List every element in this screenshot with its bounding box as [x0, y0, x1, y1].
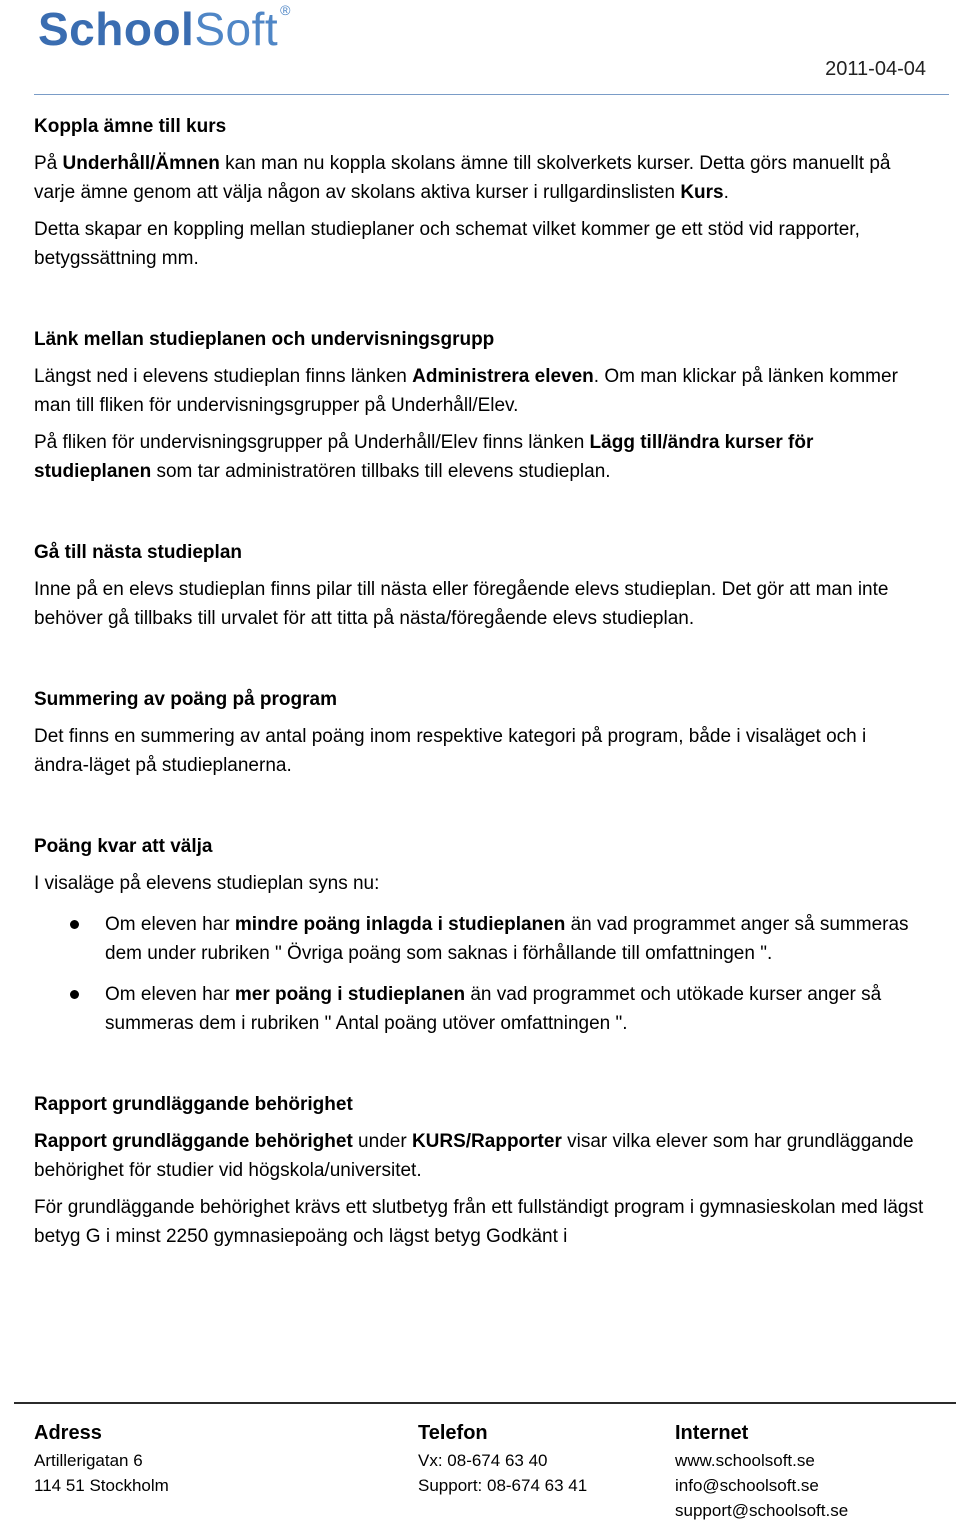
footer-divider	[14, 1402, 956, 1404]
bullet-icon	[70, 920, 79, 929]
footer-internet	[675, 1418, 848, 1523]
section-heading-nasta: Gå till nästa studieplan	[34, 542, 242, 563]
footer-address: Adress Artillerigatan 6 114 51 Stockholm	[34, 1418, 169, 1498]
website-link[interactable]: www.schoolsoft.se	[675, 1451, 815, 1470]
footer-heading: Adress	[34, 1422, 102, 1444]
section-heading-summering: Summering av poäng på program	[34, 689, 337, 710]
paragraph: Längst ned i elevens studieplan finns länken Administrera eleven. Om man klickar på länken kommer man till fliken för undervisningsgrupper på Underhåll/Elev.	[34, 366, 898, 416]
paragraph: Det finns en summering av antal poäng inom respektive kategori på program, både i visaläget och i ändra-läget på studieplanerna.	[34, 726, 867, 776]
paragraph: Inne på en elevs studieplan finns pilar till nästa eller föregående elevs studieplan. Det gör att man inte behöver gå tillbaks till urvalet för att titta på nästa/föregående elevs studieplan.	[34, 579, 889, 629]
schoolsoft-logo: SchoolSoft ®	[38, 2, 291, 55]
document-date: 2011-04-04	[825, 58, 926, 80]
footer-heading: Internet	[675, 1422, 749, 1444]
support-email-link[interactable]: support@schoolsoft.se	[675, 1501, 849, 1520]
paragraph: Detta skapar en koppling mellan studieplaner och schemat vilket kommer ge ett stöd vid rapporter, betygssättning mm.	[34, 219, 860, 269]
footer-heading: Telefon	[418, 1422, 488, 1444]
bullet-list	[34, 910, 924, 1038]
paragraph: I visaläge på elevens studieplan syns nu:	[34, 873, 380, 894]
document-body	[34, 112, 924, 1251]
page-header	[0, 0, 960, 100]
section-heading-koppla: Koppla ämne till kurs	[34, 116, 227, 137]
paragraph: På Underhåll/Ämnen kan man nu koppla skolans ämne till skolverkets kurser. Detta görs manuellt på varje ämne genom att välja någon av skolans aktiva kurser i rullgardinslisten Kurs.	[34, 153, 891, 203]
paragraph: Rapport grundläggande behörighet under KURS/Rapporter visar vilka elever som har grundläggande behörighet för studier vid högskola/universitet.	[34, 1131, 914, 1181]
section-heading-lank: Länk mellan studieplanen och undervisningsgrupp	[34, 329, 495, 350]
section-heading-rapport: Rapport grundläggande behörighet	[34, 1094, 353, 1115]
header-divider	[34, 94, 949, 95]
list-item: Om eleven har mer poäng i studieplanen än vad programmet och utökade kurser anger så summeras dem i rubriken " Antal poäng utöver omfattningen ".	[34, 980, 924, 1038]
paragraph: På fliken för undervisningsgrupper på Underhåll/Elev finns länken Lägg till/ändra kurser för studieplanen som tar administratören tillbaks till elevens studieplan.	[34, 432, 814, 482]
info-email-link[interactable]: info@schoolsoft.se	[675, 1476, 819, 1495]
list-item: Om eleven har mindre poäng inlagda i studieplanen än vad programmet anger så summeras dem under rubriken " Övriga poäng som saknas i förhållande till omfattningen ".	[34, 910, 924, 968]
paragraph: För grundläggande behörighet krävs ett slutbetyg från ett fullständigt program i gymnasieskolan med lägst betyg G i minst 2250 gymnasiepoäng och lägst betyg Godkänt i	[34, 1197, 924, 1247]
footer-phone: Telefon Vx: 08-674 63 40 Support: 08-674 63 41	[418, 1418, 587, 1498]
bullet-icon	[70, 990, 79, 999]
section-heading-poang: Poäng kvar att välja	[34, 836, 213, 857]
